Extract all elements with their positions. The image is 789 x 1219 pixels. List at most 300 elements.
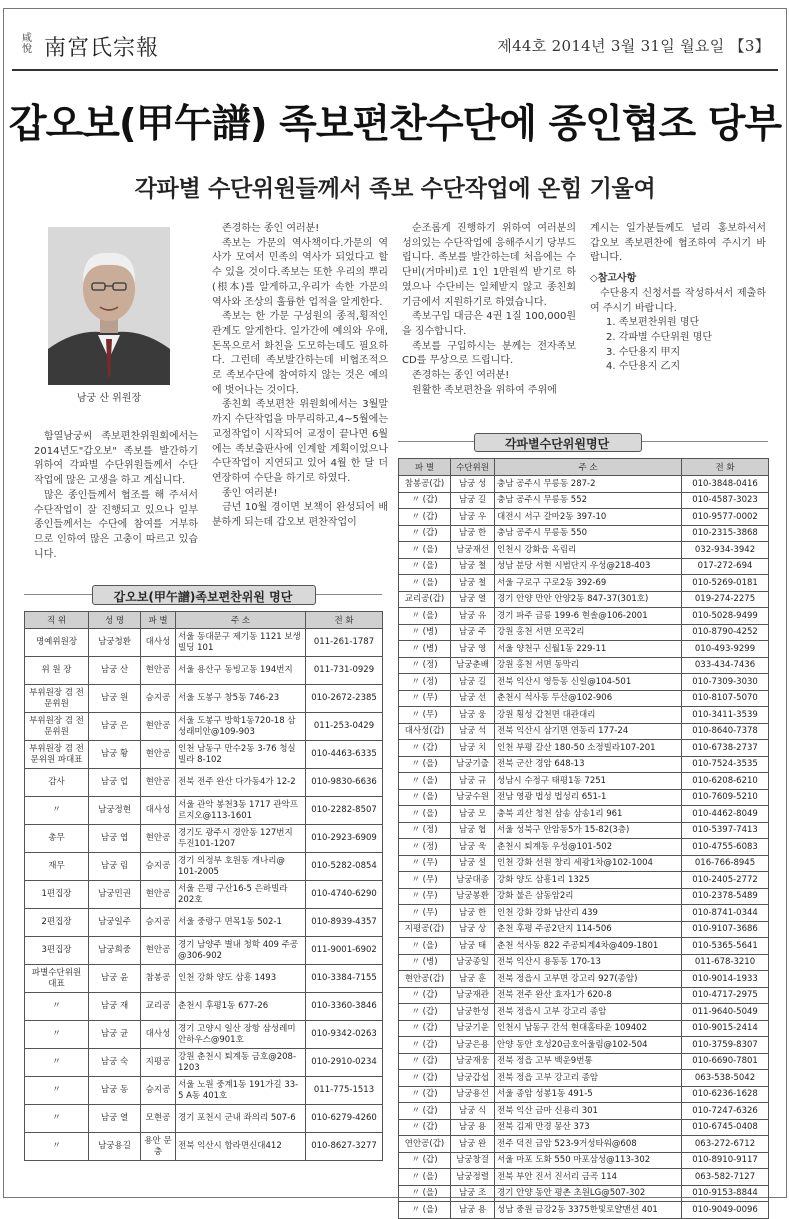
- table-cell: 강원 홍천 서면 모곡2리: [495, 624, 682, 641]
- table-row: [399, 476, 769, 493]
- table-cell: 〃 (갑): [399, 492, 451, 509]
- table-row: [399, 806, 769, 823]
- table-cell: 010-2910-0234: [306, 1049, 383, 1077]
- table-cell: 011-253-0429: [306, 713, 383, 741]
- table-cell: 010-5282-0854: [306, 853, 383, 881]
- table-cell: 〃 (을): [399, 608, 451, 625]
- table-cell: 교리공(갑): [399, 591, 451, 608]
- table-cell: 〃 (갑): [399, 987, 451, 1004]
- table-cell: 〃: [25, 797, 89, 825]
- table-cell: 전주 덕진 금암 523-9거성타워@608: [495, 1136, 682, 1153]
- table-cell: 010-3360-3846: [306, 993, 383, 1021]
- table-row: [399, 525, 769, 542]
- table-cell: 서울 은평 구산16-5 은하빌라 202호: [176, 881, 306, 909]
- table-cell: 전북 군산 경암 648-13: [495, 756, 682, 773]
- table-cell: 남궁 웅: [451, 707, 495, 724]
- table-cell: 전북 익산 금마 신용리 301: [495, 1103, 682, 1120]
- table-cell: 1편집장: [25, 881, 89, 909]
- table-cell: 남궁 윤: [89, 965, 141, 993]
- table-cell: 서울 관악 봉천3동 1717 관악프르지오@113-1601: [176, 797, 306, 825]
- table-cell: 010-2405-2772: [682, 872, 769, 889]
- table-row: [399, 657, 769, 674]
- table-cell: 남궁기출: [451, 756, 495, 773]
- article-paragraph: 족보는 한 가문 구성원의 종적,횡적인 관계도 알게한다. 일가간에 예의와 우애,돈목으로서 화친을 도모하는데도 필요하다. 그런데 족보발간하는데 비협조적으로 족보수단에 참여하지 않는 것은 예의에 벗어나는 것이다.: [212, 311, 388, 396]
- table-cell: 현안공: [141, 657, 176, 685]
- headline: 갑오보(甲午譜) 족보편찬수단에 종인협조 당부: [8, 102, 782, 147]
- table-cell: 현안공: [141, 769, 176, 797]
- table-cell: 010-9015-2414: [682, 1020, 769, 1037]
- article-paragraph: 종친회 족보편찬 위원회에서는 3월말까지 수단작업을 마무리하고,4~5월에는 교정작업이 시작되어 교정이 끝나면 6월에는 족보출판사에 인계할 계획이었으나 수단작업이 지연되고 있어 4월 한 달 더 연장하여 수단을 하기로 하였다.: [212, 399, 388, 484]
- table-cell: 성남 중원 금강2동 3375한빛로얄맨션 401: [495, 1202, 682, 1219]
- table-row: [399, 921, 769, 938]
- table-cell: 전북 전주 완산 효자1가 620-8: [495, 987, 682, 1004]
- table-cell: 남궁수원: [451, 789, 495, 806]
- table-cell: 남궁정현: [89, 797, 141, 825]
- table-cell: 〃: [25, 993, 89, 1021]
- table-cell: 전북 익산시 삼기면 연동리 177-24: [495, 723, 682, 740]
- table-cell: 승지공: [141, 909, 176, 937]
- table-row: [399, 971, 769, 988]
- table-cell: 〃 (무): [399, 855, 451, 872]
- table-row: [25, 1105, 383, 1133]
- table-cell: 남궁 한: [451, 905, 495, 922]
- table-cell: 남궁 황: [89, 741, 141, 769]
- table-cell: 011-678-3210: [682, 954, 769, 971]
- table-cell: 현안공: [141, 937, 176, 965]
- table-row: [399, 690, 769, 707]
- table-cell: 〃 (갑): [399, 1053, 451, 1070]
- table-row: [399, 954, 769, 971]
- table-cell: 강원 횡성 갑천면 대관대리: [495, 707, 682, 724]
- table-cell: 서울 용산구 동빙고동 194번지: [176, 657, 306, 685]
- table-cell: 강원 춘천시 퇴계동 금호@208-1203: [176, 1049, 306, 1077]
- table-cell: 춘천 석사동 822 주공퇴계4차@409-1801: [495, 938, 682, 955]
- table-cell: 파별수단위원 대표: [25, 965, 89, 993]
- table-cell: 010-7247-6326: [682, 1103, 769, 1120]
- table-cell: 010-5365-5641: [682, 938, 769, 955]
- table-cell: 010-6279-4260: [306, 1105, 383, 1133]
- table-cell: 〃 (무): [399, 905, 451, 922]
- table-cell: 현안공: [141, 741, 176, 769]
- table-cell: 남궁 선: [451, 690, 495, 707]
- table-cell: 010-5269-0181: [682, 575, 769, 592]
- table-cell: 010-8640-7378: [682, 723, 769, 740]
- table-cell: 〃: [25, 1105, 89, 1133]
- table-cell: 〃 (갑): [399, 1152, 451, 1169]
- table-row: [399, 1053, 769, 1070]
- table-cell: 010-9014-1933: [682, 971, 769, 988]
- table-row: [399, 756, 769, 773]
- table-cell: 남궁희중: [89, 937, 141, 965]
- article-column-1: [34, 430, 198, 562]
- photo-caption: 남궁 산 위원장: [76, 393, 142, 404]
- table-row: [25, 965, 383, 993]
- table-cell: 〃 (을): [399, 773, 451, 790]
- table-cell: 〃 (갑): [399, 1004, 451, 1021]
- table-cell: 010-7309-3030: [682, 674, 769, 691]
- masthead-divider: [12, 69, 778, 71]
- table-cell: 강화 불은 삼동암2리: [495, 888, 682, 905]
- table-row: [399, 1086, 769, 1103]
- table-cell: 전북 익산시 함라면신대412: [176, 1133, 306, 1161]
- table-cell: 남궁 설: [451, 855, 495, 872]
- table-cell: 남궁 성: [451, 476, 495, 493]
- table-cell: 010-2923-6909: [306, 825, 383, 853]
- table-cell: 남궁 업: [89, 769, 141, 797]
- table-cell: 남궁춘배: [451, 657, 495, 674]
- table-cell: 춘천 후평 주공2단지 114-506: [495, 921, 682, 938]
- table-cell: 010-3759-8307: [682, 1037, 769, 1054]
- table-cell: 남궁은용: [451, 1037, 495, 1054]
- table-cell: 춘천시 석사동 두산@102-906: [495, 690, 682, 707]
- table-cell: 용안 문충: [141, 1133, 176, 1161]
- table-row: [399, 1136, 769, 1153]
- table-cell: 남궁 주: [451, 624, 495, 641]
- table-cell: 010-6738-2737: [682, 740, 769, 757]
- table-cell: 016-766-8945: [682, 855, 769, 872]
- table-cell: 부위원장 겸 전문위원: [25, 713, 89, 741]
- table-cell: 011-731-0929: [306, 657, 383, 685]
- table-cell: 010-8939-4357: [306, 909, 383, 937]
- table-cell: 〃 (갑): [399, 1119, 451, 1136]
- chairman-photo: [48, 227, 170, 385]
- table-cell: 재무: [25, 853, 89, 881]
- column-header: 전 화: [306, 612, 383, 629]
- table-cell: 〃 (을): [399, 806, 451, 823]
- table-cell: 〃 (을): [399, 1185, 451, 1202]
- table-cell: 남궁갑섭: [451, 1070, 495, 1087]
- table-cell: 남궁 규: [451, 773, 495, 790]
- article-paragraph: 존경하는 종인 여러분!: [222, 223, 320, 234]
- table-cell: 010-7524-3535: [682, 756, 769, 773]
- table-row: [399, 822, 769, 839]
- table-row: [25, 937, 383, 965]
- table-cell: 2편집장: [25, 909, 89, 937]
- table-cell: 남궁한성: [451, 1004, 495, 1021]
- table-cell: 010-2672-2385: [306, 685, 383, 713]
- table-cell: 남궁 욱: [451, 839, 495, 856]
- table-cell: 남궁 산: [89, 657, 141, 685]
- table-cell: 〃 (을): [399, 938, 451, 955]
- article-paragraph: 많은 종인들께서 협조를 해 주셔서 수단작업이 잘 진행되고 있으나 일부 종인들께서는 수단에 참여를 거부하므로 인하여 많은 고충이 따르고 있습니다.: [34, 489, 198, 560]
- table-cell: 남궁 협: [451, 822, 495, 839]
- table-cell: 대사성: [141, 797, 176, 825]
- table-cell: 경기 고양시 일산 장항 삼성레미안하우스@901호: [176, 1021, 306, 1049]
- article-paragraph: 존경하는 종인 여러분!: [412, 370, 510, 382]
- table-cell: 010-6208-6210: [682, 773, 769, 790]
- table-cell: 충남 공주시 무릉동 287-2: [495, 476, 682, 493]
- table-cell: 남궁기운: [451, 1020, 495, 1037]
- table-row: [399, 888, 769, 905]
- table-row: [399, 1020, 769, 1037]
- table-row: [399, 1119, 769, 1136]
- table-cell: 남궁 열: [89, 1105, 141, 1133]
- table-cell: 019-274-2275: [682, 591, 769, 608]
- table-cell: 강화 양도 삼흥1리 1325: [495, 872, 682, 889]
- table-cell: 강원 홍천 서면 동막리: [495, 657, 682, 674]
- table-cell: 남궁민권: [89, 881, 141, 909]
- article-column-3: [402, 222, 576, 398]
- table-row: [399, 1152, 769, 1169]
- table-cell: 현안공: [141, 825, 176, 853]
- table-cell: 대전시 서구 갈마2동 397-10: [495, 509, 682, 526]
- table-row: [399, 509, 769, 526]
- table-row: [399, 707, 769, 724]
- table-row: [25, 657, 383, 685]
- table-cell: 011-9640-5049: [682, 1004, 769, 1021]
- table-cell: 〃 (무): [399, 872, 451, 889]
- notice-list-item: 2. 각파별 수단위원 명단: [606, 331, 713, 343]
- table-cell: 남궁 태: [451, 938, 495, 955]
- table-cell: 남궁 모: [451, 806, 495, 823]
- table-cell: 대사성: [141, 629, 176, 657]
- table-cell: 충남 공주시 무릉동 552: [495, 492, 682, 509]
- table-cell: 안양 동안 호성20금호어울림@102-504: [495, 1037, 682, 1054]
- table-cell: 남궁 균: [89, 1021, 141, 1049]
- notice-list: [606, 316, 766, 375]
- table-cell: 명예위원장: [25, 629, 89, 657]
- table-cell: 경기 포천시 군내 좌의리 507-6: [176, 1105, 306, 1133]
- table-row: [399, 938, 769, 955]
- table-cell: 전북 익산시 용동동 170-13: [495, 954, 682, 971]
- table-row: [25, 1049, 383, 1077]
- table-cell: 현안공: [141, 713, 176, 741]
- table-cell: 011-9001-6902: [306, 937, 383, 965]
- notice-title: ◇참고사항: [590, 273, 637, 285]
- left-table-title: 갑오보(甲午譜)족보편찬위원 명단: [113, 590, 293, 604]
- table-cell: 남궁 길: [451, 674, 495, 691]
- table-cell: 인천 부평 갈산 180-50 소정빌라107-201: [495, 740, 682, 757]
- table-row: [25, 1133, 383, 1161]
- branch-committee-table: [398, 458, 769, 1219]
- article-paragraph: 원활한 족보편찬을 위하여 주위에: [412, 384, 557, 396]
- table-row: [399, 723, 769, 740]
- table-cell: 〃 (병): [399, 954, 451, 971]
- table-row: [399, 1004, 769, 1021]
- article-column-2: [212, 222, 388, 531]
- table-cell: 〃 (을): [399, 575, 451, 592]
- table-cell: 010-9830-6636: [306, 769, 383, 797]
- table-cell: 010-9153-8844: [682, 1185, 769, 1202]
- table-cell: 〃 (정): [399, 657, 451, 674]
- table-cell: 010-2315-3868: [682, 525, 769, 542]
- table-cell: 063-538-5042: [682, 1070, 769, 1087]
- table-cell: 남궁재선: [451, 542, 495, 559]
- table-row: [399, 987, 769, 1004]
- table-cell: 〃 (정): [399, 674, 451, 691]
- table-cell: 남궁 한: [451, 525, 495, 542]
- table-cell: 남궁 용: [451, 1119, 495, 1136]
- table-cell: 서울 성북구 안암동5가 15-82(3층): [495, 822, 682, 839]
- table-cell: 남궁 재: [89, 993, 141, 1021]
- table-cell: 남궁창걸: [451, 1152, 495, 1169]
- article-paragraph: 함열남궁씨 족보편찬위원회에서는 2014년도"갑오보" 족보를 발간하기 위하여 각파별 수단위원들께서 수단작업에 많은 고생을 하고 계십니다.: [34, 431, 198, 487]
- table-cell: 남궁재웅: [451, 1053, 495, 1070]
- table-cell: 남궁 은: [89, 713, 141, 741]
- table-cell: 〃: [25, 1133, 89, 1161]
- table-cell: 〃 (병): [399, 641, 451, 658]
- committee-table-header: [25, 612, 383, 629]
- table-cell: 010-4717-2975: [682, 987, 769, 1004]
- table-row: [25, 629, 383, 657]
- table-cell: 서울 도봉구 창5동 746-23: [176, 685, 306, 713]
- table-cell: 전남 영광 법성 법성리 651-1: [495, 789, 682, 806]
- table-cell: 전북 김제 만경 몽산 373: [495, 1119, 682, 1136]
- table-cell: 대사성: [141, 1021, 176, 1049]
- subheadline: 각파별 수단위원들께서 족보 수단작업에 온힘 기울여: [134, 176, 656, 202]
- article-paragraph: 족보구입 대금은 4권 1질 100,000원을 징수합니다.: [402, 311, 576, 337]
- article-paragraph: 족보를 구입하시는 분께는 전자족보 CD를 무상으로 드립니다.: [402, 340, 576, 367]
- table-cell: 인천시 강화읍 옥림리: [495, 542, 682, 559]
- table-cell: 남궁 철: [451, 558, 495, 575]
- issue-info: 제44호 2014년 3월 31일 월요일 【3】: [497, 37, 770, 55]
- table-cell: 010-4755-6083: [682, 839, 769, 856]
- table-cell: 〃 (갑): [399, 1086, 451, 1103]
- table-cell: 남궁정렬: [451, 1169, 495, 1186]
- table-row: [25, 853, 383, 881]
- table-cell: 010-6236-1628: [682, 1086, 769, 1103]
- table-cell: 남궁 유: [451, 608, 495, 625]
- table-row: [399, 608, 769, 625]
- table-cell: 남궁일주: [89, 909, 141, 937]
- table-cell: 010-7609-5210: [682, 789, 769, 806]
- notice-list-item: 4. 수단용지 乙지: [606, 361, 681, 373]
- table-cell: 063-272-6712: [682, 1136, 769, 1153]
- table-cell: 〃 (정): [399, 822, 451, 839]
- table-row: [25, 1021, 383, 1049]
- table-row: [399, 591, 769, 608]
- table-cell: 〃: [25, 1021, 89, 1049]
- table-cell: 남궁 조: [451, 1185, 495, 1202]
- table-cell: 남궁 열: [451, 591, 495, 608]
- table-cell: 010-6745-0408: [682, 1119, 769, 1136]
- table-cell: 서울 종암 성봉1동 491-5: [495, 1086, 682, 1103]
- table-cell: 감사: [25, 769, 89, 797]
- table-cell: 인천 강화 선원 창리 세광1차@102-1004: [495, 855, 682, 872]
- table-cell: 경기 남양주 별내 청학 409 주공@306-902: [176, 937, 306, 965]
- table-cell: 전북 익산시 영등동 신일@104-501: [495, 674, 682, 691]
- table-cell: 남궁 원: [89, 685, 141, 713]
- table-row: [399, 641, 769, 658]
- table-cell: 010-4463-6335: [306, 741, 383, 769]
- table-cell: 남궁 우: [451, 509, 495, 526]
- newspaper-name: 南宮氏宗報: [44, 36, 160, 61]
- table-row: [399, 1103, 769, 1120]
- table-row: [399, 1169, 769, 1186]
- table-cell: 063-582-7127: [682, 1169, 769, 1186]
- table-cell: 〃 (갑): [399, 509, 451, 526]
- table-cell: 010-8910-9117: [682, 1152, 769, 1169]
- table-cell: 남궁 훈: [451, 971, 495, 988]
- table-cell: 현안공(갑): [399, 971, 451, 988]
- table-cell: 인천 남동구 만수2동 3-76 청실빌라 8-102: [176, 741, 306, 769]
- table-cell: 남궁 영: [451, 641, 495, 658]
- table-cell: 참봉공(갑): [399, 476, 451, 493]
- table-cell: 경기 의정부 호원동 개나리@ 101-2005: [176, 853, 306, 881]
- table-cell: 전북 부안 진서 진서리 금곡 114: [495, 1169, 682, 1186]
- table-cell: 부위원장 겸 전문위원: [25, 685, 89, 713]
- table-cell: 경기 안양 만안 안양2동 847-37(301호): [495, 591, 682, 608]
- table-row: [25, 713, 383, 741]
- article-paragraph: 족보는 가문의 역사책이다.가문의 역사가 모여서 민족의 역사가 되었다고 할 수 있을 것이다.족보는 또한 우리의 뿌리(根本)를 알게하고,우리가 속한 가문의 역사와 조상의 훌륭한 업적을 알게한다.: [212, 237, 388, 308]
- table-cell: 010-2378-5489: [682, 888, 769, 905]
- column-header: 주 소: [176, 612, 306, 629]
- table-cell: 전북 전주 완산 다가동4가 12-2: [176, 769, 306, 797]
- table-cell: 서울 마포 도화 550 마포삼성@113-302: [495, 1152, 682, 1169]
- table-cell: 017-272-694: [682, 558, 769, 575]
- table-cell: 010-8741-0344: [682, 905, 769, 922]
- table-cell: 010-8627-3277: [306, 1133, 383, 1161]
- table-cell: 032-934-3942: [682, 542, 769, 559]
- table-cell: 서울 양천구 신월1동 229-11: [495, 641, 682, 658]
- table-cell: 남궁 길: [451, 492, 495, 509]
- table-cell: 010-3848-0416: [682, 476, 769, 493]
- table-cell: 〃 (무): [399, 888, 451, 905]
- table-cell: 남궁용선: [451, 1086, 495, 1103]
- table-row: [399, 773, 769, 790]
- table-cell: 010-3411-3539: [682, 707, 769, 724]
- table-cell: 성남시 수정구 태평1동 7251: [495, 773, 682, 790]
- table-cell: 전북 정읍 고부 강고리 종암: [495, 1070, 682, 1087]
- table-cell: 참봉공: [141, 965, 176, 993]
- table-row: [399, 1185, 769, 1202]
- table-cell: 〃 (을): [399, 789, 451, 806]
- table-row: [25, 881, 383, 909]
- table-cell: 서울 중랑구 면목1동 502-1: [176, 909, 306, 937]
- article-column-4: [590, 222, 766, 375]
- table-row: [399, 839, 769, 856]
- table-cell: 〃 (갑): [399, 525, 451, 542]
- table-cell: 남궁 용: [451, 1202, 495, 1219]
- table-row: [399, 1037, 769, 1054]
- table-cell: 남궁재관: [451, 987, 495, 1004]
- table-cell: 〃: [25, 1049, 89, 1077]
- article-paragraph: 종인 여러분!: [222, 487, 278, 499]
- table-cell: 서울 노원 중계1동 191가길 33-5 A동 401호: [176, 1077, 306, 1105]
- table-cell: 남궁봉환: [451, 888, 495, 905]
- table-row: [25, 741, 383, 769]
- table-cell: 011-261-1787: [306, 629, 383, 657]
- table-cell: 〃 (을): [399, 1169, 451, 1186]
- article-paragraph: 금년 10월 경이면 보책이 완성되어 배분하게 되는데 갑오보 편찬작업이: [212, 502, 388, 529]
- table-cell: 서울 도봉구 방학1동720-18 삼성래미안@109-903: [176, 713, 306, 741]
- column-header: 전 화: [682, 459, 769, 476]
- table-cell: 모현공: [141, 1105, 176, 1133]
- table-cell: 010-9577-0002: [682, 509, 769, 526]
- table-cell: 춘천시 후평1동 677-26: [176, 993, 306, 1021]
- article-paragraph: 순조롭게 진행하기 위하여 여러분의 성의있는 수단작업에 응해주시기 당부드립니다. 족보를 발간하는데 처음에는 수단비(거마비)로 1인 1만원씩 받기로 하였으나 수단비는 일체받지 않고 종친회 기금에서 지원하기로 하였습니다.: [402, 223, 576, 308]
- table-row: [399, 674, 769, 691]
- table-cell: 010-4740-6290: [306, 881, 383, 909]
- table-cell: 승지공: [141, 1077, 176, 1105]
- masthead: [4, 9, 786, 71]
- table-cell: 010-3384-7155: [306, 965, 383, 993]
- column-header: 성 명: [89, 612, 141, 629]
- table-row: [25, 825, 383, 853]
- table-cell: 033-434-7436: [682, 657, 769, 674]
- table-cell: 〃 (무): [399, 690, 451, 707]
- table-row: [25, 993, 383, 1021]
- table-cell: 남궁 엽: [89, 825, 141, 853]
- table-cell: 대사성(갑): [399, 723, 451, 740]
- table-row: [399, 492, 769, 509]
- committee-table: [24, 611, 383, 1161]
- table-cell: 부위원장 겸 전문위원 파대표: [25, 741, 89, 769]
- branch-table-header: [399, 459, 769, 476]
- table-cell: 현안공: [141, 881, 176, 909]
- table-cell: 010-2282-8507: [306, 797, 383, 825]
- table-cell: 010-8790-4252: [682, 624, 769, 641]
